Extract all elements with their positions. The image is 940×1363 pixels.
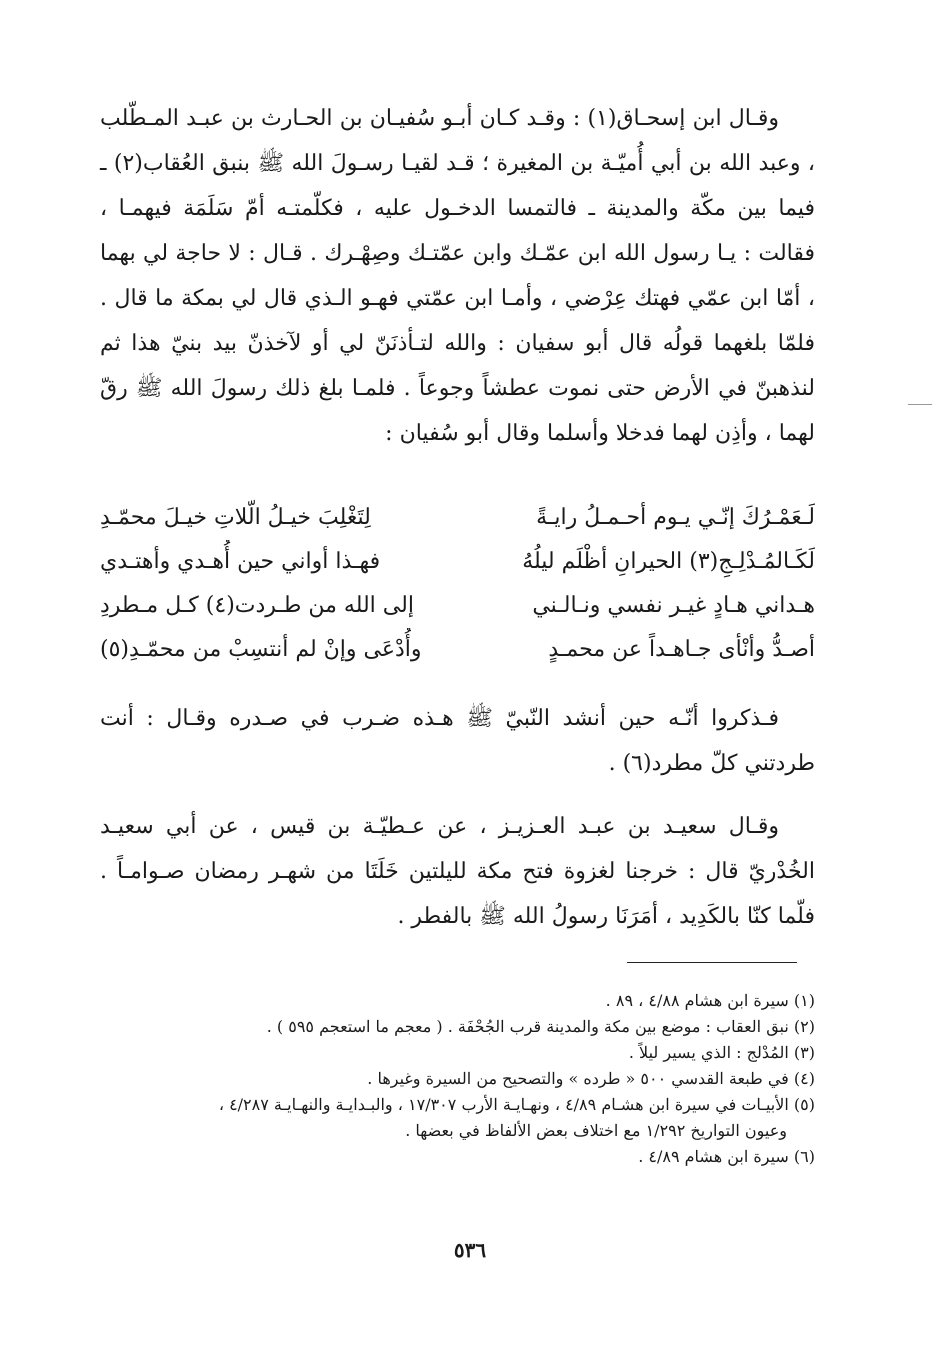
footnote-continuation: وعيون التواريخ ١/٢٩٢ مع اختلاف بعض الألفاظ في بعضها .	[405, 1121, 787, 1140]
verse-line	[100, 584, 815, 628]
paragraph: فـذكروا أنّـه حين أنشد النّبيّ ﷺ هـذه ضـرب في صـدره وقـال : أنت طردتني كلّ مطرد(٦) .	[100, 706, 815, 776]
paragraph-2-block	[100, 696, 815, 786]
verse-line	[100, 496, 815, 540]
paragraph: وقـال ابن إسحـاق(١) : وقـد كـان أبـو سُفيـان بن الحـارث بن عبـد المـطّلب ، وعبد الله بن أبي أُميّـة بن المغيرة ؛ قـد لقيـا رسـولَ الله ﷺ بنبق العُقاب(٢) ـ فيما بين مكّة والمدينة ـ فالتمسا الدخـول عليه ، فكلّمتـه أمّ سَلَمَة فيهمـا ، فقالت : يـا رسول الله ابن عمّـك وابن عمّتـك وصِهْـرك . قـال : لا حاجة لي بهما ، أمّا ابن عمّي فهتك عِرْضي ، وأمـا ابن عمّتي فهـو الـذي قال لي بمكة ما قال . فلمّا بلغهما قولُه قال أبو سفيان : والله لتـأذنَنّ لي أو لآخذنّ بيد بنيّ هذا ثم لنذهبنّ في الأرض حتى نموت عطشاً وجوعاً . فلمـا بلغ ذلك رسولَ الله ﷺ رقّ لهما ، وأذِن لهما فدخلا وأسلما وقال أبو سُفيان :	[100, 106, 815, 446]
verse-first-hemistich: هـداني هـادٍ غيـر نفسي ونـالـني	[532, 593, 815, 618]
poem	[100, 496, 815, 672]
paragraph: وقـال سعيـد بن عبـد العـزيـز ، عن عـطيّـة بن قيس ، عن أبي سعيـد الخُدْريّ قال : خرجنا لغزوة فتح مكة لليلتين خَلَتَا من شهـر رمضان صـوامـاً . فلّما كنّا بالكَدِيد ، أمَرَنَا رسولُ الله ﷺ بالفطر .	[100, 814, 815, 929]
margin-mark	[908, 404, 932, 405]
verse-line	[100, 628, 815, 672]
verse-second-hemistich: فهـذا أواني حين أُهـدي وأهتـدي	[100, 549, 381, 574]
footnote: (٥) الأبيـات في سيرة ابن هشـام ٤/٨٩ ، ونهـايـة الأرب ١٧/٣٠٧ ، والبـدايـة والنهـايـة ٤/٢٨٧ ،	[218, 1095, 815, 1114]
verse-first-hemistich: لَـعَمْـرُكَ إنّـي يـوم أحـمـلُ رايـةً	[536, 505, 815, 530]
paragraph-1-block	[100, 96, 815, 456]
footnote: (١) سيرة ابن هشام ٤/٨٨ ، ٨٩ .	[605, 991, 815, 1010]
verse-second-hemistich: لِتَغْلِبَ خيـلُ الّلاتِ خيـلَ محمّـدِ	[100, 505, 371, 530]
footnote: (٦) سيرة ابن هشام ٤/٨٩ .	[638, 1147, 815, 1166]
footnotes	[100, 988, 815, 1170]
footnote: (٣) المُدْلج : الذي يسير ليلاً .	[628, 1043, 815, 1062]
verse-line	[100, 540, 815, 584]
footnote: (٢) نبق العقاب : موضع بين مكة والمدينة قرب الجُحْفَة . ( معجم ما استعجم ٥٩٥ ) .	[266, 1017, 815, 1036]
verse-second-hemistich: إلى الله من طـردت(٤) كـل مـطردِ	[100, 593, 414, 618]
verse-second-hemistich: وأُدْعَى وإنْ لم أنتسِبْ من محمّـدِ(٥)	[100, 637, 422, 662]
page-number: ٥٣٦	[453, 1238, 487, 1262]
verse-first-hemistich: لَكَـالمُـدْلِـجِ(٣) الحيرانِ أظْلَم ليلُهُ	[522, 549, 815, 574]
footnote: (٤) في طبعة القدسي ٥٠٠ « طرده » والتصحيح من السيرة وغيرها .	[367, 1069, 815, 1088]
paragraph-3-block	[100, 804, 815, 939]
footnote-separator	[627, 962, 797, 963]
verse-first-hemistich: أصـدُّ وأنْأى جـاهـداً عن محمـدٍ	[548, 637, 815, 662]
